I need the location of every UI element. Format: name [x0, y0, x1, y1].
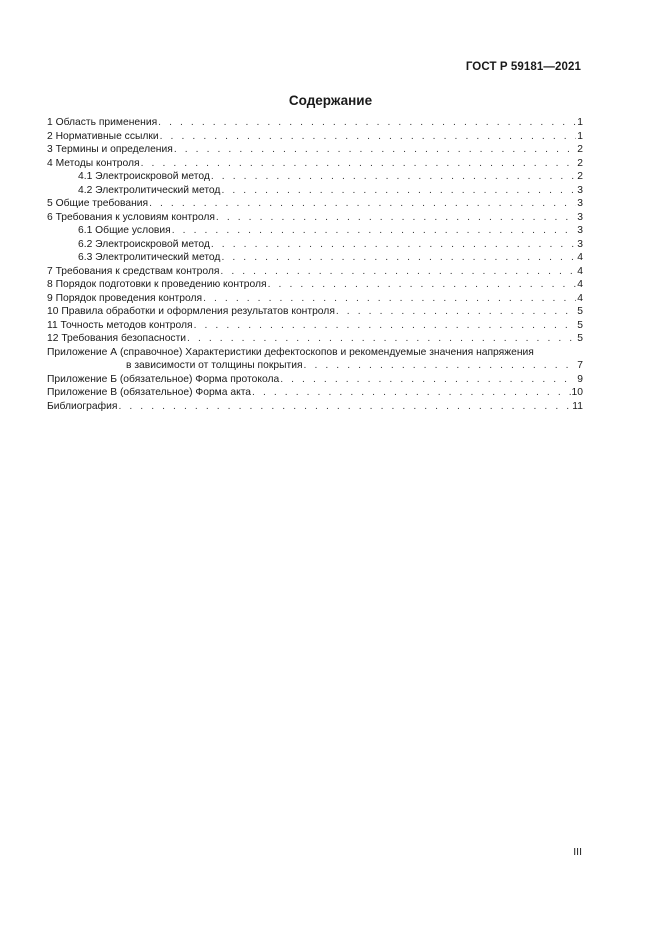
toc-leader-dots: [172, 224, 577, 238]
toc-entry[interactable]: [47, 319, 583, 333]
toc-entry[interactable]: [47, 400, 583, 414]
toc-entry[interactable]: [47, 238, 583, 252]
toc-entry[interactable]: [47, 278, 583, 292]
toc-entry-text: 2 Нормативные ссылки: [47, 130, 159, 142]
toc-leader-dots: [187, 332, 576, 346]
page-title: Содержание: [288, 93, 373, 108]
toc-entry-text: 4.1 Электроискровой метод: [78, 171, 210, 182]
toc-leader-dots: [221, 251, 576, 265]
toc-leader-dots: [268, 278, 577, 292]
toc-leader-dots: [194, 319, 577, 333]
toc-entry-page: 4: [577, 292, 583, 304]
toc-entry-page: 2: [577, 171, 583, 182]
toc-entry-text: 10 Правила обработки и оформления результатов контроля: [47, 306, 335, 317]
toc-entry-page: 3: [577, 225, 583, 236]
toc-entry[interactable]: [47, 373, 583, 387]
toc-entry-page: 3: [577, 211, 583, 223]
toc-entry[interactable]: [47, 197, 583, 211]
toc-entry-text: 3 Термины и определения: [47, 144, 173, 155]
toc-entry-text: Приложение В (обязательное) Форма акта: [47, 387, 252, 398]
toc-entry-page: 5: [577, 319, 583, 331]
document-code: ГОСТ Р 59181—2021: [465, 61, 581, 73]
toc-entry-page: 3: [577, 238, 583, 250]
toc-entry[interactable]: [47, 157, 583, 171]
toc-entry-text: 4.2 Электролитический метод: [78, 184, 221, 196]
toc-entry[interactable]: [47, 116, 583, 130]
toc-entry[interactable]: [47, 251, 583, 265]
toc-entry-text: в зависимости от толщины покрытия: [126, 360, 303, 371]
toc-leader-dots: [211, 170, 576, 184]
toc-entry-page: 7: [577, 360, 583, 371]
toc-leader-dots: [141, 157, 577, 171]
toc-entry[interactable]: [47, 130, 583, 144]
toc-entry-page: 11: [572, 400, 583, 412]
toc-leader-dots: [211, 238, 576, 252]
toc-entry-page: 1: [577, 130, 583, 142]
toc-leader-dots: [221, 184, 576, 198]
toc-entry-text: 6 Требования к условиям контроля: [47, 211, 215, 223]
toc-leader-dots: [174, 143, 576, 157]
toc-entry[interactable]: [47, 170, 583, 184]
toc-entry[interactable]: [47, 386, 583, 400]
toc-entry-page: 4: [577, 279, 583, 290]
toc-entry-text: Приложение Б (обязательное) Форма протокола: [47, 373, 280, 385]
toc-entry[interactable]: [47, 184, 583, 198]
toc-entry-text: 11 Точность методов контроля: [47, 319, 193, 331]
toc-entry-text: 7 Требования к средствам контроля: [47, 265, 220, 277]
toc-leader-dots: [203, 292, 576, 306]
toc-leader-dots: [336, 305, 576, 319]
toc-entry-text: 6.2 Электроискровой метод: [78, 238, 210, 250]
toc-entry-page: 1: [577, 117, 583, 128]
toc-leader-dots: [158, 116, 576, 130]
toc-entry-page: 4: [577, 265, 583, 277]
toc-entry-text: Приложение А (справочное) Характеристики дефектоскопов и рекомендуемые значения напряжения: [47, 346, 534, 358]
toc-entry-page: 9: [577, 373, 583, 385]
page-number: III: [573, 846, 582, 858]
toc-leader-dots: [118, 400, 571, 414]
toc-entry[interactable]: [47, 224, 583, 238]
toc-entry-page: 3: [577, 184, 583, 196]
toc-leader-dots: [304, 359, 577, 373]
toc-entry-text: 12 Требования безопасности: [47, 333, 187, 344]
toc-entry[interactable]: [47, 332, 583, 346]
toc-entry-page: 4: [577, 252, 583, 263]
toc-entry-page: 3: [577, 198, 583, 209]
toc-entry[interactable]: [47, 143, 583, 157]
toc-entry-page: 5: [577, 333, 583, 344]
toc-entry-page: 2: [577, 144, 583, 155]
toc-leader-dots: [280, 373, 576, 387]
toc-entry-text: 6.3 Электролитический метод: [78, 252, 221, 263]
toc-entry-text: 5 Общие требования: [47, 198, 149, 209]
toc-leader-dots: [216, 211, 576, 225]
toc-leader-dots: [252, 386, 571, 400]
toc-leader-dots: [160, 130, 577, 144]
toc-entry-text: 6.1 Общие условия: [78, 225, 171, 236]
toc-entry-text: 1 Область применения: [47, 117, 158, 128]
toc-entry[interactable]: [47, 292, 583, 306]
toc-entry-text: 9 Порядок проведения контроля: [47, 292, 203, 304]
table-of-contents: [47, 116, 583, 413]
toc-leader-dots: [220, 265, 576, 279]
toc-entry[interactable]: [47, 305, 583, 319]
toc-entry-text: 8 Порядок подготовки к проведению контроля: [47, 279, 267, 290]
toc-entry-page: 2: [577, 157, 583, 169]
toc-entry-text: 4 Методы контроля: [47, 157, 140, 169]
toc-entry-appendix-a[interactable]: [47, 346, 583, 373]
toc-entry-text: Библиография: [47, 400, 118, 412]
toc-entry[interactable]: [47, 265, 583, 279]
toc-entry-page: 10: [571, 387, 583, 398]
toc-leader-dots: [149, 197, 576, 211]
toc-entry[interactable]: [47, 211, 583, 225]
toc-entry-page: 5: [577, 306, 583, 317]
